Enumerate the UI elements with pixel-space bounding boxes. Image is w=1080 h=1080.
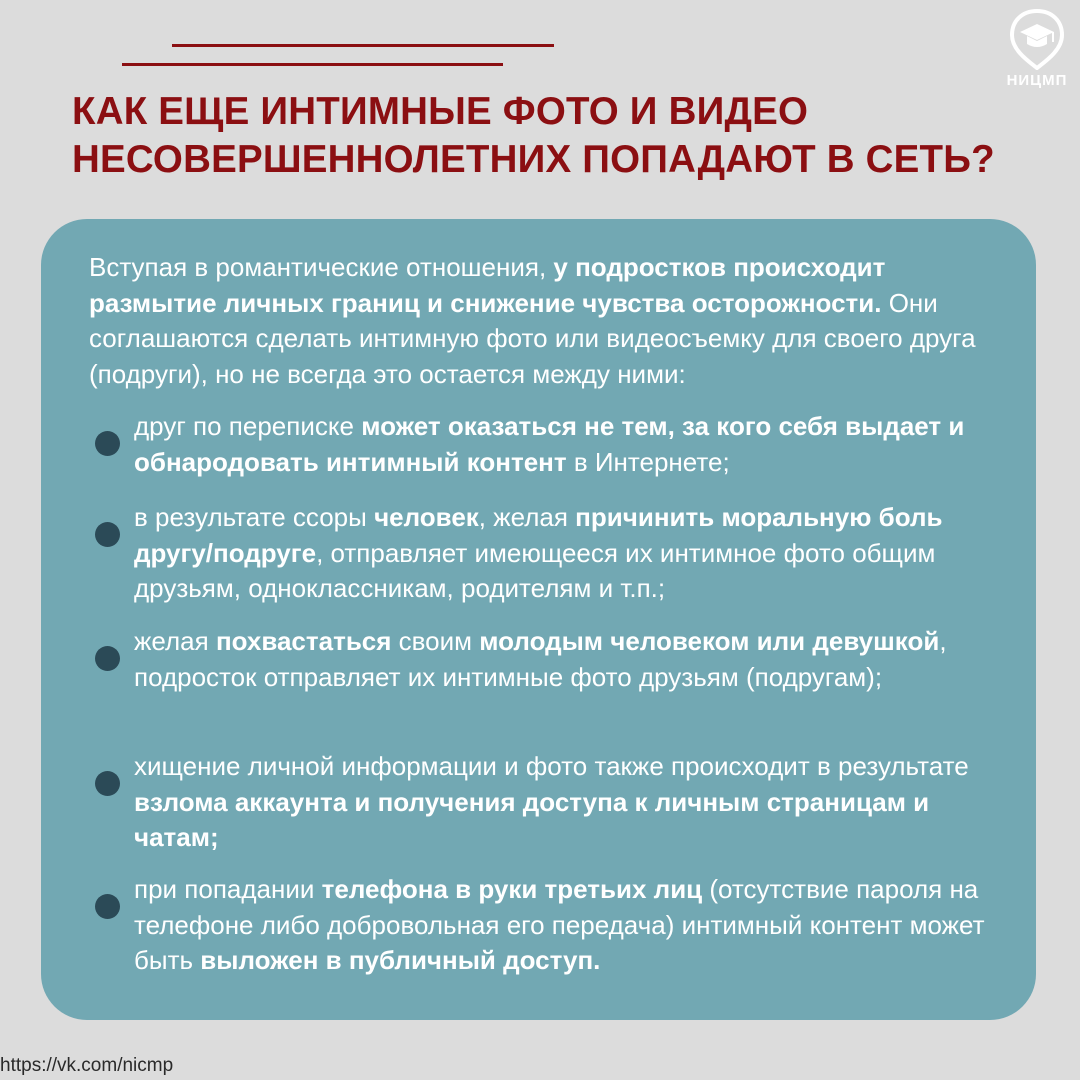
text-run: в Интернете;: [566, 446, 730, 477]
intro-text-1: Вступая в романтические отношения,: [89, 252, 554, 282]
graduation-cap-location-pin-icon: [1008, 8, 1066, 70]
list-item-text: [134, 749, 1015, 856]
bold-run: человек: [374, 502, 479, 532]
list-item-text: [134, 872, 1015, 979]
text-run: , подросток отправляет их интимные фото друзьям (подругам);: [134, 626, 947, 692]
bold-run: причинить моральную боль другу/подруге: [134, 502, 943, 568]
text-run: , отправляет имеющееся их интимное фото общим друзьям, одноклассникам, родителям и т.п.;: [134, 537, 936, 603]
list-item: [95, 749, 1015, 856]
text-run: хищение личной информации и фото также происходит в результате: [134, 751, 969, 781]
bold-run: выложен в публичный доступ.: [200, 945, 601, 975]
bullet-dot: [95, 771, 120, 796]
bullet-dot: [95, 646, 120, 671]
title-line-1: КАК ЕЩЕ ИНТИМНЫЕ ФОТО И ВИДЕО: [72, 90, 809, 133]
text-run: желая: [134, 626, 216, 656]
bold-run: молодым человеком или девушкой: [479, 626, 940, 656]
intro-paragraph: [89, 250, 1019, 392]
logo-text: НИЦМП: [1006, 72, 1068, 89]
content-card: [41, 219, 1036, 1020]
list-item: [95, 500, 1015, 607]
list-item-text: [134, 624, 1015, 695]
text-run: (отсутствие пароля на телефоне либо добровольная его передача) интимный контент может быть: [134, 874, 985, 975]
intro-text-2: Они соглашаются сделать интимную фото или видеосъемку для своего друга (подруги), но не всегда это остается между ними:: [89, 287, 976, 389]
list-item: [95, 872, 1015, 979]
title-line-2: НЕСОВЕРШЕННОЛЕТНИХ ПОПАДАЮТ В СЕТЬ?: [72, 138, 995, 181]
bullet-dot: [95, 431, 120, 456]
page-title: [72, 88, 1032, 184]
decorative-line-top: [172, 44, 554, 47]
text-run: своим: [391, 626, 480, 656]
list-item: [95, 409, 1015, 480]
bold-run: взлома аккаунта и получения доступа к личным страницам и чатам;: [134, 786, 930, 852]
list-item: [95, 624, 1015, 695]
bold-run: может оказаться не тем, за кого себя выдает и обнародовать интимный контент: [134, 411, 965, 477]
text-run: при попадании: [134, 874, 322, 904]
intro-bold-1: у подростков происходит размытие личных границ и снижение чувства осторожности.: [89, 252, 886, 318]
list-item-text: [134, 409, 1015, 480]
bold-run: похвастаться: [215, 626, 392, 656]
bold-run: телефона в руки третьих лиц: [321, 874, 703, 904]
text-run: друг по переписке: [134, 411, 362, 441]
text-run: , желая: [478, 502, 576, 532]
source-link[interactable]: https://vk.com/nicmp: [0, 1055, 174, 1076]
text-run: в результате ссоры: [134, 502, 375, 532]
bullet-dot: [95, 522, 120, 547]
list-item-text: [134, 500, 1015, 607]
logo: [998, 8, 1076, 94]
decorative-line-bottom: [122, 63, 503, 66]
bullet-dot: [95, 894, 120, 919]
